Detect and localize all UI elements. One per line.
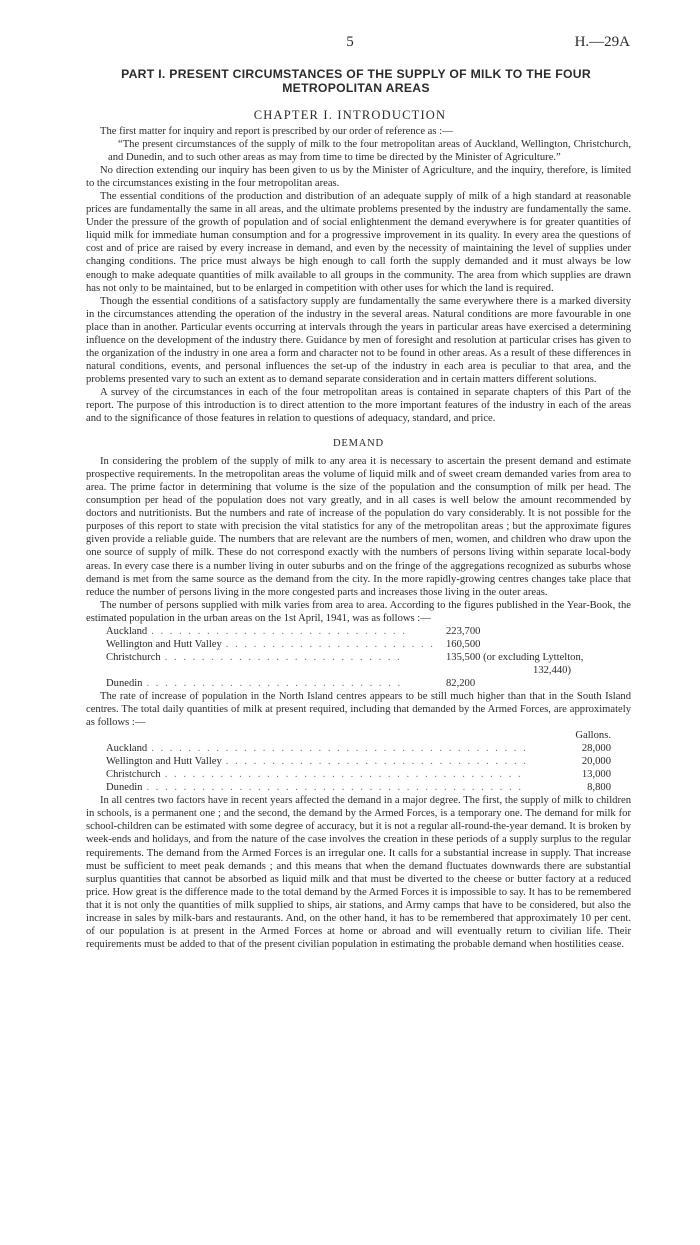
table-row — [106, 768, 611, 781]
leader-dots: . . . . . . . . . . . . . . . . . . . . . . . . . . . . . . . . . . . . . . . — [164, 769, 523, 781]
table-row — [106, 638, 611, 651]
table-row — [106, 781, 611, 794]
table-row — [106, 742, 611, 755]
area-name: Wellington and Hutt Valley — [106, 756, 226, 767]
quoted-order: “The present circumstances of the supply of milk to the four metropolitan areas of Auckland, Wellington, Christchurch, and Dunedin, and to such other areas as may from time to time be directed by the Minister of Agriculture.” — [108, 139, 631, 164]
leader-dots: . . . . . . . . . . . . . . . . . . . . . . . . . . — [164, 651, 402, 663]
population-table — [106, 625, 611, 690]
population-value: 160,500 — [446, 638, 481, 650]
population-value-continued: 132,440) — [533, 664, 571, 676]
paragraph: A survey of the circumstances in each of the four metropolitan areas is contained in separate chapters of this Part of the report. The purpose of this introduction is to direct attention to the more important features of the industry in each of the areas and to the significance of those features in relation to questions of adequacy, standard, and price. — [86, 386, 631, 425]
population-value: 135,500 (or excluding Lyttelton, — [446, 651, 584, 663]
paragraph: In considering the problem of the supply of milk to any area it is necessary to ascertain the present demand and estimate prospective requirements. In the metropolitan areas the volume of liquid milk and of sweet cream demanded varies from area to area. The prime factor in determining that volume is the size of the population and the consumption of milk per head. The consumption per head of the population does not vary greatly, and in all cases is well below the amount recommended by doctors and nutritionists. But the numbers and rate of increase of the population do vary considerably. It is not possible for the purposes of this report to state with precision the vital statistics for any of the metropolitan areas ; but the approximate figures given provide a reliable guide. The numbers that are relevant are the numbers of men, women, and children who draw upon the one source of supply of milk. These do not correspond exactly with the numbers of persons living within separate local-body areas. In every case there is a number living in outer suburbs and on the fringe of the aggregations recognized as suburbs whose demand is met from the same source as the demand from the city. In the more rapidly-growing centres changes take place that reduce the number of persons living in the more congested parts and increases those living in the outer areas. — [86, 456, 631, 598]
leader-dots: . . . . . . . . . . . . . . . . . . . . . . . . . . . . — [151, 625, 407, 637]
paragraph: The first matter for inquiry and report is prescribed by our order of reference as :— — [100, 126, 453, 137]
quantity-value: 20,000 — [581, 756, 611, 768]
leader-dots: . . . . . . . . . . . . . . . . . . . . . . . . . . . . — [146, 677, 403, 689]
page-number: 5 — [346, 34, 354, 50]
table-row — [106, 625, 611, 638]
area-name: Dunedin — [106, 678, 146, 689]
quantity-value: 28,000 — [581, 743, 611, 755]
document-body — [86, 125, 631, 951]
paragraph: The number of persons supplied with milk varies from area to area. According to the figures published in the Year-Book, the estimated population in the urban areas on the 1st April, 1941, was as follows :— — [86, 599, 631, 624]
area-name: Christchurch — [106, 769, 165, 780]
quantities-table — [106, 742, 611, 794]
page-reference: H.—29A — [574, 34, 630, 50]
leader-dots: . . . . . . . . . . . . . . . . . . . . . . . — [225, 638, 435, 650]
chapter-title: CHAPTER I. INTRODUCTION — [253, 108, 447, 122]
paragraph: In all centres two factors have in recent years affected the demand in a major degree. The first, the supply of milk to children in schools, is a permanent one ; and the second, the demand by the Armed Forces, is a temporary one. The demand for milk for school-children can be estimated with some degree of accuracy, but it is not a regular all-round-the-year demand. It is broken by week-ends and holidays, and from the nature of the case involves the creation in these periods of a supply surplus to the regular requirements. The demand from the Armed Forces is an irregular one. It calls for a substantial increase in supply. That increase must be sufficient to meet peak demands ; and this means that when the demand fluctuates downwards there are substantial surplus quantities that cannot be absorbed as liquid milk and that must be diverted to the cheese or butter factory at a reduced price. How great is the difference made to the total demand by the Armed Forces it is impossible to say. It has to be remembered that it is not only the quantities of milk supplied to ships, air stations, and Army camps that have to be considered, but also the increase in sales by milk-bars and restaurants. And, on the other hand, it has to be remembered that approximately 10 per cent. of our population is at present in the Armed Forces at home or abroad and will eventually return to civilian life. Their requirements must be added to that of the present civilian population in estimating the probable demand when hostilities cease. — [86, 795, 631, 950]
table-row — [106, 651, 611, 664]
area-name: Dunedin — [106, 782, 146, 793]
table-row — [106, 677, 611, 690]
area-name: Christchurch — [106, 652, 165, 663]
area-name: Auckland — [106, 743, 151, 754]
population-value: 223,700 — [446, 625, 481, 637]
quantities-unit-heading: Gallons. — [575, 730, 611, 742]
leader-dots: . . . . . . . . . . . . . . . . . . . . . . . . . . . . . . . . . . . . . . . . . — [146, 782, 524, 794]
quantity-value: 13,000 — [581, 769, 611, 781]
section-heading-demand: DEMAND — [333, 438, 384, 450]
quantity-value: 8,800 — [587, 782, 611, 794]
part-title: PART I. PRESENT CIRCUMSTANCES OF THE SUPPLY OF MILK TO THE FOUR METROPOLITAN AREAS — [121, 67, 591, 95]
area-name: Wellington and Hutt Valley — [106, 639, 226, 650]
paragraph: No direction extending our inquiry has been given to us by the Minister of Agriculture, and the inquiry, therefore, is limited to the circumstances existing in the four metropolitan areas. — [86, 165, 631, 190]
paragraph: The rate of increase of population in the North Island centres appears to be still much higher than that in the South Island centres. The total daily quantities of milk at present required, including that demanded by the Armed Forces, are approximately as follows :— — [86, 690, 631, 729]
area-name: Auckland — [106, 626, 151, 637]
paragraph: The essential conditions of the production and distribution of an adequate supply of milk of a high standard at reasonable prices are fundamentally the same in all areas, and the ultimate problems presented by the industry are fundamentally the same. Under the pressure of the growth of population and of social enlightenment the demand everywhere is for greater quantities of liquid milk for immediate human consumption and for a progressive improvement in its quality. In every area the questions of cost and of price are raised by every increase in demand, and even by the necessity of maintaining the level of supplies under changing conditions. The price must always be high enough to call forth the supply demanded and it must always be low enough to make adequate quantities of milk available to all groups in the community. The area from which supplies are drawn has not only to be maintained, but to be enlarged in competition with other uses for which the land is required. — [86, 191, 631, 294]
table-row — [106, 755, 611, 768]
leader-dots: . . . . . . . . . . . . . . . . . . . . . . . . . . . . . . . . . . . . . . . . . — [151, 743, 528, 755]
leader-dots: . . . . . . . . . . . . . . . . . . . . . . . . . . . . . . . . . — [225, 756, 528, 768]
table-row — [106, 664, 611, 677]
paragraph: Though the essential conditions of a satisfactory supply are fundamentally the same everywhere there is a marked diversity in the circumstances attending the operation of the industry in the several areas. Natural conditions are more favourable in one place than in another. Particular events occurring at intervals through the years in particular areas have exercised a determining influence on the development of the industry there. Guidance by men of foresight and resolution at particular crises has given to the organization of the industry in one area a form and character not to be found in other areas. As a result of these differences in natural conditions, events, and personal influences the set-up of the industry in each area is peculiar to that area, and the problems presented vary to such an extent as to demand separate consideration and in certain matters different solutions. — [86, 295, 631, 385]
population-value: 82,200 — [446, 677, 476, 689]
